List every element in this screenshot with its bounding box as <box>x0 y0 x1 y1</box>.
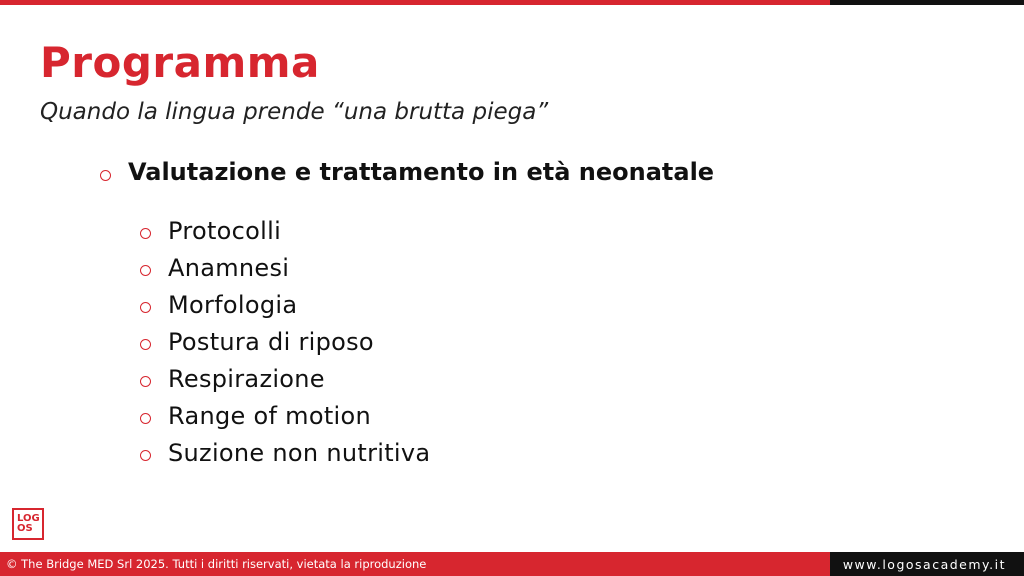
logo-text-line2: OS <box>17 523 33 534</box>
list-item-label: Suzione non nutritiva <box>168 438 431 467</box>
list-item-label: Morfologia <box>168 290 298 319</box>
website-link[interactable]: www.logosacademy.it <box>842 556 1006 572</box>
main-list-item <box>100 158 714 186</box>
list-item-label: Anamnesi <box>168 253 290 282</box>
list-item <box>140 286 430 323</box>
slide-title: Programma <box>40 38 320 87</box>
list-item-label: Respirazione <box>168 364 325 393</box>
list-item <box>140 249 430 286</box>
logo-text-line1: LOG <box>17 513 40 524</box>
main-item-label: Valutazione e trattamento in età neonatale <box>128 158 715 186</box>
list-item-label: Postura di riposo <box>168 327 374 356</box>
footer-website-bar <box>830 552 1024 576</box>
copyright-text: © The Bridge MED Srl 2025. Tutti i diritti riservati, vietata la riproduzione <box>6 557 427 571</box>
circle-bullet-icon <box>140 376 151 387</box>
circle-bullet-icon <box>140 450 151 461</box>
list-item-label: Range of motion <box>168 401 371 430</box>
list-item <box>140 323 430 360</box>
logos-logo <box>12 508 44 540</box>
circle-bullet-icon <box>140 339 151 350</box>
list-item <box>140 212 430 249</box>
list-item <box>140 397 430 434</box>
circle-bullet-icon <box>140 302 151 313</box>
sub-item-list <box>140 212 430 471</box>
circle-bullet-icon <box>100 170 111 181</box>
top-dark-bar <box>830 0 1024 5</box>
list-item-label: Protocolli <box>168 216 282 245</box>
list-item <box>140 360 430 397</box>
slide-subtitle: Quando la lingua prende “una brutta piega” <box>40 99 549 125</box>
top-accent-bar <box>0 0 830 5</box>
circle-bullet-icon <box>140 413 151 424</box>
circle-bullet-icon <box>140 265 151 276</box>
list-item <box>140 434 430 471</box>
circle-bullet-icon <box>140 228 151 239</box>
footer-copyright-bar <box>0 552 830 576</box>
